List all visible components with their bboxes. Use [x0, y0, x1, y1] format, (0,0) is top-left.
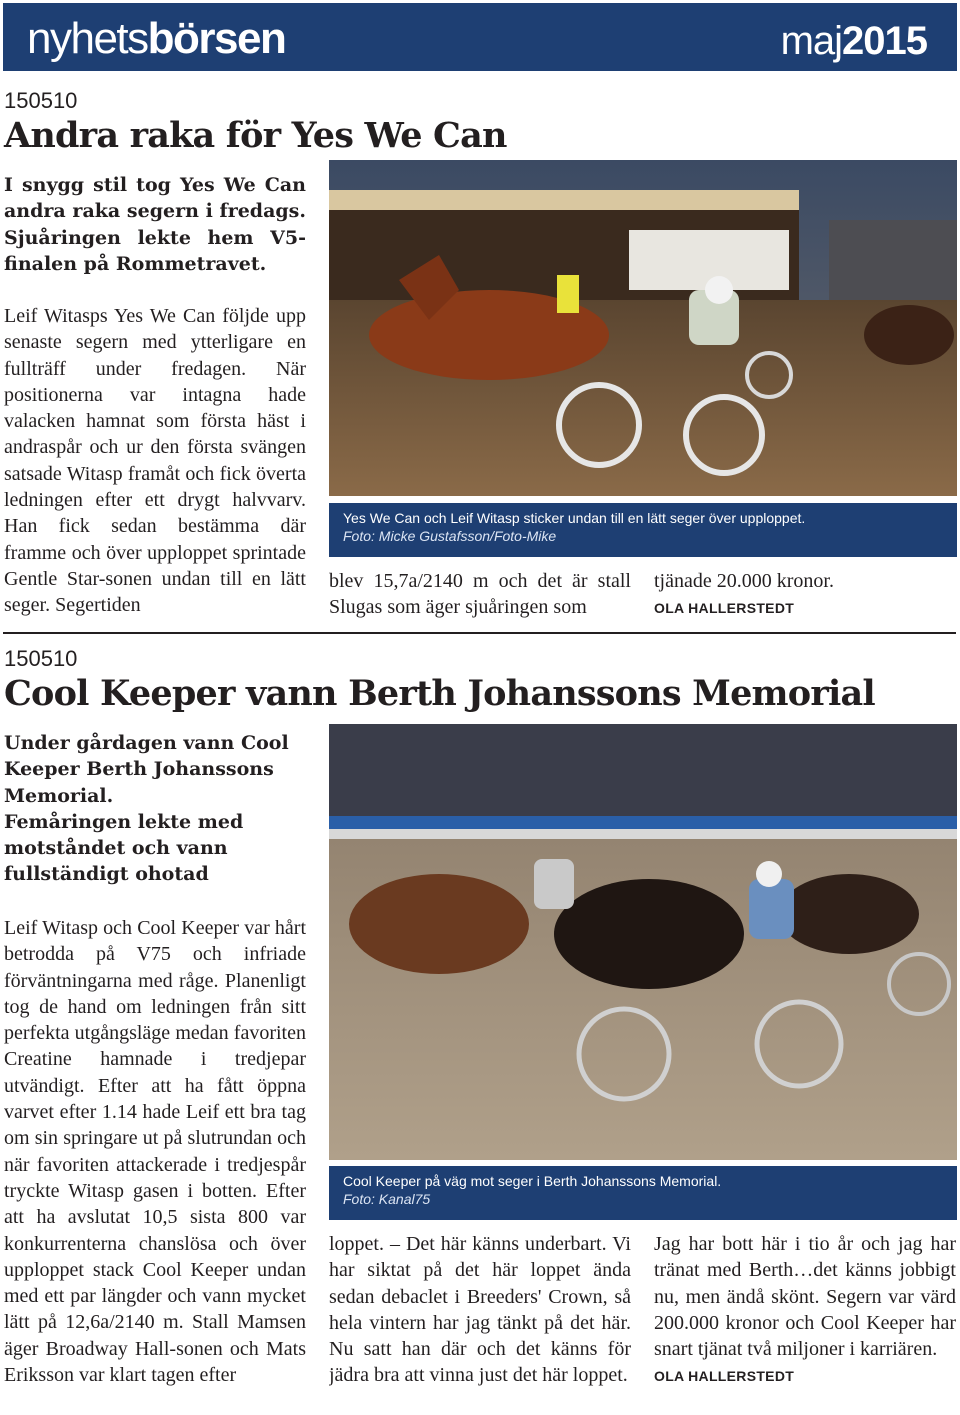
article2-caption-text: Cool Keeper på väg mot seger i Berth Johanssons Memorial. — [343, 1173, 722, 1189]
article2-body-col1: Leif Witasp och Cool Keeper var hårt betrodda på V75 och infriade förväntningarna med råge. Planenligt tog de hand om ledningen från sitt perfekta utgångsläge medan favoriten Creatine hamnade i tredjepar utvändigt. Efter att ha fått öppna varvet efter 1.14 hade Leif ett bra tag om sin springare ut på slutrundan och när favoriten attackerade i tredjespår tryckte Witasp gasen i botten. Efter att ha avslutat 10,5 sista 800 var konkurrenterna chanslösa och över upploppet stack Cool Keeper undan med ett par längder och vann mycket lätt på 12,6a/2140 m. Stall Mamsen äger Broadway Hall-sonen och Mats Eriksson var klart tagen efter — [4, 917, 306, 1387]
article1-body-col2: blev 15,7a/2140 m och det är stall Slugas som äger sjuåringen som — [329, 570, 631, 619]
article1-body-col3 — [654, 568, 954, 622]
race-photo-illustration — [329, 160, 957, 496]
article2-lead-part1: Under gårdagen vann Cool Keeper Berth Johanssons Memorial. — [4, 732, 289, 807]
article1-photo — [329, 160, 957, 496]
article2-lead-part2: Femåringen lekte med motståndet och vann fullständigt ohotad — [4, 810, 244, 886]
article2-photo-caption — [329, 1166, 957, 1220]
article2-byline: OLA HALLERSTEDT — [654, 1368, 795, 1385]
article2-photo — [329, 724, 957, 1160]
masthead-title-light: nyhets — [27, 14, 148, 63]
article2-body-col2: loppet. – Det här känns underbart. Vi har siktat på det här loppet ända sedan debaclet i Breeders' Crown, så hela vintern har jag tänkt på det här. Nu satt han där och det känns för jädra bra att vinna just det här loppet. — [329, 1233, 631, 1387]
issue-month: maj — [780, 19, 843, 63]
article1-body-col1: Leif Witasps Yes We Can följde upp senaste segern med ytterligare en fullträff under fredagen. När positionerna var intagna hade valacken hamnat som första häst i andraspår och ur den första svängen satsade Witasp framåt och fick överta ledningen efter ett drygt halvvarv. Han fick sedan bestämma där framme och över upploppet sprintade Gentle Star-sonen undan till en lätt seger. Segertiden — [4, 305, 306, 617]
article2-body-col3 — [654, 1231, 956, 1390]
article1-caption-text: Yes We Can och Leif Witasp sticker undan till en lätt seger över upploppet. — [343, 510, 806, 526]
article2-body-col3-text: Jag har bott här i tio år och jag har tränat med Berth…det känns jobbigt nu, men ändå skönt. Segern var värd 200.000 kronor och Cool Keeper har snart tjänat två miljoner i karriären. — [654, 1233, 956, 1361]
article1-date: 150510 — [4, 88, 78, 113]
article1-byline: OLA HALLERSTEDT — [654, 600, 795, 617]
article1-photo-credit: Foto: Micke Gustafsson/Foto-Mike — [343, 528, 557, 544]
article2-date: 150510 — [4, 646, 78, 671]
issue-label — [781, 11, 927, 71]
article1-lead: I snygg stil tog Yes We Can andra raka segern i fredags. Sjuåringen lekte hem V5-finalen på Rommetravet. — [4, 174, 306, 275]
article1-title: Andra raka för Yes We Can — [4, 115, 507, 156]
masthead-title-bold: börsen — [147, 14, 286, 63]
section-divider — [3, 632, 956, 634]
article2-title: Cool Keeper vann Berth Johanssons Memorial — [4, 673, 875, 714]
article1-photo-caption — [329, 503, 957, 557]
article1-body-col3-text: tjänade 20.000 kronor. — [654, 570, 834, 592]
issue-year: 2015 — [842, 19, 927, 63]
masthead-title — [27, 9, 285, 69]
masthead-banner — [3, 3, 957, 71]
race-photo-illustration-2 — [329, 724, 957, 1160]
article2-photo-credit: Foto: Kanal75 — [343, 1191, 431, 1207]
article2-lead — [4, 730, 306, 888]
